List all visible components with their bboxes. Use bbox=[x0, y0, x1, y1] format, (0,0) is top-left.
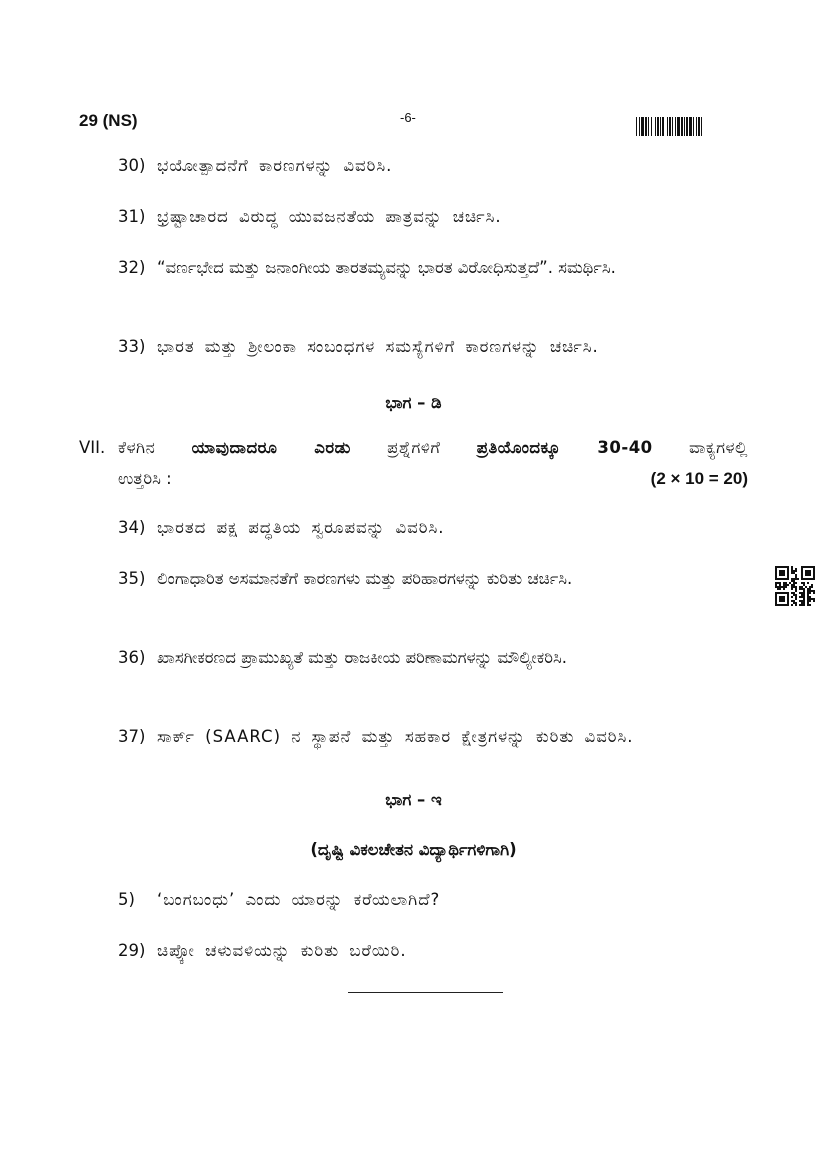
barcode-image bbox=[636, 117, 748, 136]
question-number: 37) bbox=[118, 727, 146, 746]
question-text: ಲಿಂಗಾಧಾರಿತ ಅಸಮಾನತೆಗೆ ಕಾರಣಗಳು ಮತ್ತು ಪರಿಹಾರಗಳನ್ನು ಕುರಿತು ಚರ್ಚಿಸಿ. bbox=[157, 569, 573, 588]
question-number: 31) bbox=[118, 207, 146, 226]
question-text: “ವರ್ಣಭೇದ ಮತ್ತು ಜನಾಂಗೀಯ ತಾರತಮ್ಯವನ್ನು ಭಾರತ ವಿರೋಧಿಸುತ್ತದೆ”. ಸಮರ್ಥಿಸಿ. bbox=[157, 258, 616, 277]
question-text: ಸಾರ್ಕ್ (SAARC) ನ ಸ್ಥಾಪನೆ ಮತ್ತು ಸಹಕಾರ ಕ್ಷೇತ್ರಗಳನ್ನು ಕುರಿತು ವಿವರಿಸಿ. bbox=[157, 727, 634, 746]
question-33 bbox=[118, 331, 748, 362]
question-number: 32) bbox=[118, 258, 146, 277]
instruction-answer-label: ಉತ್ತರಿಸಿ : bbox=[118, 469, 172, 488]
question-text: ಭಾರತದ ಪಕ್ಷ ಪದ್ಧತಿಯ ಸ್ವರೂಪವನ್ನು ವಿವರಿಸಿ. bbox=[157, 518, 445, 537]
question-text: ‘ಬಂಗಬಂಧು’ ಎಂದು ಯಾರನ್ನು ಕರೆಯಲಾಗಿದೆ? bbox=[157, 890, 441, 909]
question-30 bbox=[118, 150, 748, 181]
question-text: ಭಯೋತ್ಪಾದನೆಗೆ ಕಾರಣಗಳನ್ನು ವಿವರಿಸಿ. bbox=[157, 156, 393, 175]
question-number: 36) bbox=[118, 648, 146, 667]
question-text: ಖಾಸಗೀಕರಣದ ಪ್ರಾಮುಖ್ಯತೆ ಮತ್ತು ರಾಜಕೀಯ ಪರಿಣಾಮಗಳನ್ನು ಮೌಲ್ಯೀಕರಿಸಿ. bbox=[157, 648, 567, 667]
question-number: 29) bbox=[118, 941, 146, 960]
instr-part: ಪ್ರಶ್ನೆಗಳಿಗೆ bbox=[350, 438, 477, 457]
question-32 bbox=[118, 252, 748, 283]
question-number: 34) bbox=[118, 518, 146, 537]
question-37 bbox=[118, 721, 748, 752]
section-e-subheading: (ದೃಷ್ಟಿ ವಿಕಲಚೇತನ ವಿದ್ಯಾರ್ಥಿಗಳಿಗಾಗಿ) bbox=[310, 840, 517, 859]
question-text: ಭಾರತ ಮತ್ತು ಶ್ರೀಲಂಕಾ ಸಂಬಂಧಗಳ ಸಮಸ್ಯೆಗಳಿಗೆ ಕಾರಣಗಳನ್ನು ಚರ್ಚಿಸಿ. bbox=[157, 337, 599, 356]
section-roman-numeral: VII. bbox=[79, 438, 106, 457]
question-text: ಭ್ರಷ್ಟಾಚಾರದ ವಿರುದ್ಧ ಯುವಜನತೆಯ ಪಾತ್ರವನ್ನು ಚರ್ಚಿಸಿ. bbox=[157, 207, 502, 226]
qr-code-image bbox=[775, 566, 815, 606]
question-36 bbox=[118, 642, 748, 673]
instr-part: ವಾಕ್ಯಗಳಲ್ಲಿ bbox=[652, 438, 748, 457]
instr-bold-part: ಯಾವುದಾದರೂ ಎರಡು bbox=[191, 438, 351, 457]
end-of-page-rule bbox=[348, 992, 503, 993]
question-number: 30) bbox=[118, 156, 146, 175]
instr-part: ಕೆಳಗಿನ bbox=[118, 438, 192, 457]
paper-code: 29 (NS) bbox=[79, 111, 138, 130]
section-d-heading: ಭಾಗ – ಡಿ bbox=[385, 393, 442, 412]
question-number: 5) bbox=[118, 890, 135, 909]
instr-bold-part: ಪ್ರತಿಯೊಂದಕ್ಕೂ 30-40 bbox=[476, 438, 653, 457]
section-e-heading: ಭಾಗ – ಇ bbox=[385, 790, 442, 809]
question-35 bbox=[118, 563, 748, 594]
instruction-text bbox=[118, 432, 748, 463]
question-34 bbox=[118, 512, 748, 543]
marks-allocation: (2 × 10 = 20) bbox=[650, 469, 748, 488]
question-31 bbox=[118, 201, 748, 232]
question-29 bbox=[118, 935, 748, 966]
question-text: ಚಿಪ್ಕೋ ಚಳುವಳಿಯನ್ನು ಕುರಿತು ಬರೆಯಿರಿ. bbox=[157, 941, 407, 960]
question-number: 35) bbox=[118, 569, 146, 588]
question-5 bbox=[118, 884, 748, 915]
section-d-instructions bbox=[79, 432, 748, 494]
page-number: -6- bbox=[400, 110, 416, 125]
question-number: 33) bbox=[118, 337, 146, 356]
